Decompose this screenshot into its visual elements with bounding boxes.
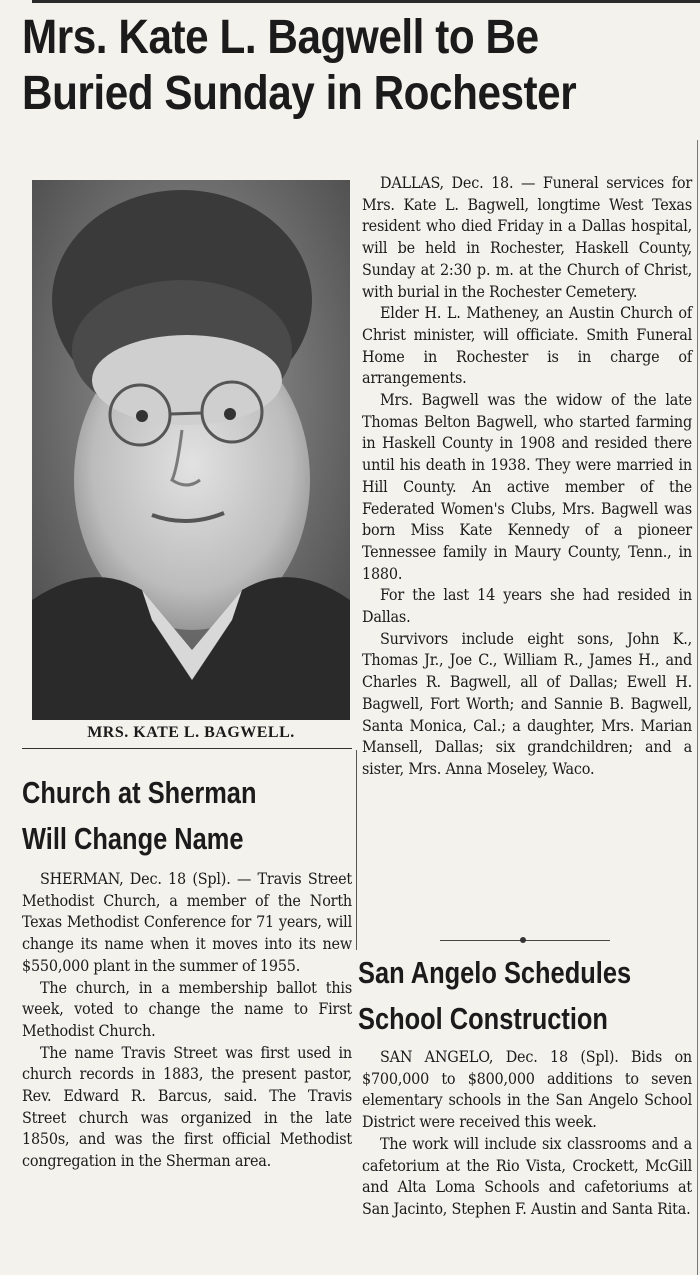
headline-line-2: Buried Sunday in Rochester [22, 67, 577, 120]
obituary-body [362, 172, 692, 780]
school-story-body [362, 1046, 692, 1220]
separator-dot [520, 937, 526, 943]
church-story-headline [22, 770, 256, 862]
church-paragraph: The name Travis Street was first used in church records in 1883, the present pastor, Rev. Edward R. Barcus, said. The Travis Street church was organized in the late 1850s, and was the first official Methodist congregation in the Sherman area. [22, 1042, 352, 1171]
column-divider [356, 750, 357, 950]
church-headline-line-2: Will Change Name [22, 821, 244, 856]
school-paragraph: SAN ANGELO, Dec. 18 (Spl). Bids on $700,000 to $800,000 additions to seven elementary schools in the San Angelo School District were received this week. [362, 1047, 692, 1132]
story-separator [440, 940, 610, 941]
obituary-paragraph: Mrs. Bagwell was the widow of the late Thomas Belton Bagwell, who started farming in Haskell County in 1908 and resided there until his death in 1938. They were married in Hill County. An active member of the Federated Women's Clubs, Mrs. Bagwell was born Miss Kate Kennedy of a pioneer Tennessee family in Maury County, Tenn., in 1880. [362, 390, 692, 583]
school-headline-line-2: School Construction [358, 1001, 608, 1036]
obituary-paragraph: DALLAS, Dec. 18. — Funeral services for Mrs. Kate L. Bagwell, longtime West Texas resident who died Friday in a Dallas hospital, will be held in Rochester, Haskell County, Sunday at 2:30 p. m. at the Church of Christ, with burial in the Rochester Cemetery. [362, 173, 692, 301]
portrait-photo [32, 180, 350, 720]
church-story-body [22, 868, 352, 1172]
church-headline-line-1: Church at Sherman [22, 775, 257, 810]
school-headline-line-1: San Angelo Schedules [358, 955, 632, 990]
portrait-illustration [32, 180, 350, 720]
right-column-rule [697, 140, 698, 1275]
church-paragraph: SHERMAN, Dec. 18 (Spl). — Travis Street Methodist Church, a member of the North Texas Methodist Conference for 71 years, will change its name when it moves into its new $550,000 plant in the summer of 1955. [22, 869, 352, 975]
church-paragraph: The church, in a membership ballot this week, voted to change the name to First Methodist Church. [22, 977, 352, 1040]
photo-caption: MRS. KATE L. BAGWELL. [87, 724, 295, 741]
headline-line-1: Mrs. Kate L. Bagwell to Be [22, 11, 539, 64]
top-rule [32, 0, 700, 3]
school-story-headline [358, 950, 631, 1042]
headline [22, 10, 612, 122]
obituary-paragraph: Elder H. L. Matheney, an Austin Church of Christ minister, will officiate. Smith Funeral Home in Rochester is in charge of arrangements. [362, 303, 692, 388]
obituary-paragraph: For the last 14 years she had resided in Dallas. [362, 585, 692, 627]
school-paragraph: The work will include six classrooms and a cafetorium at the Rio Vista, Crockett, McGill and Alta Loma Schools and cafetoriums at San Jacinto, Stephen F. Austin and Santa Rita. [362, 1133, 692, 1218]
caption-rule [22, 748, 352, 749]
obituary-paragraph: Survivors include eight sons, John K., Thomas Jr., Joe C., William R., James H., and Charles R. Bagwell, all of Dallas; Ewell H. Bagwell, Fort Worth; and Sannie B. Bagwell, Santa Monica, Cal.; a daughter, Mrs. Marian Mansell, Dallas; six grandchildren; and a sister, Mrs. Anna Moseley, Waco. [362, 628, 692, 778]
